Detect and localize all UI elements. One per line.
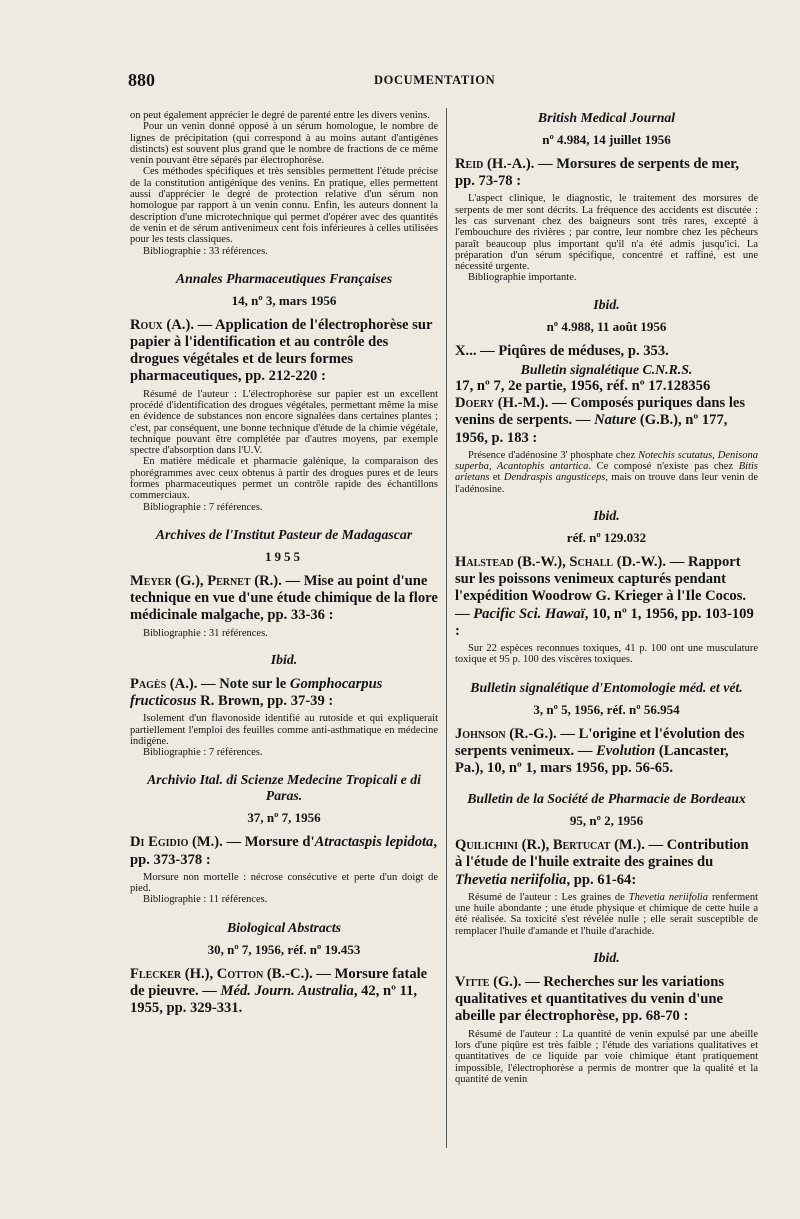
article-author: Johnson (R.-G.). [455,725,557,742]
journal-title: Annales Pharmaceutiques Françaises [175,270,393,286]
running-title: DOCUMENTATION [374,73,496,87]
journal-title: Bulletin de la Société de Pharmacie de Bordeaux [467,791,746,807]
ibid-heading: Ibid. [593,296,620,312]
journal-issue: nº 4.984, 14 juillet 1956 [542,132,671,147]
article-abstract: Morsure non mortelle : nécrose consécutive et perte d'un doigt de pied. [130,871,438,895]
journal-issue: 14, nº 3, mars 1956 [231,292,337,308]
article-author: Quilichini (R.), Bertucat (M.). [455,837,645,854]
journal-issue: réf. nº 129.032 [566,529,647,545]
article-author: Di Egidio (M.). [130,834,223,851]
abstract-text: et [489,472,504,484]
bibliography-note: Bibliographie : 7 références. [143,747,263,759]
column-divider [446,108,447,1148]
page-header [0,70,800,90]
article-title: (Lancaster, Pa.), 10, nº 1, mars 1956, pp. 56-65. [455,742,729,776]
bibliography-note: Bibliographie : 11 références. [143,894,268,906]
article-author: Reid (H.-A.). [455,156,535,172]
article-title: (G.B.), nº 177, 1956, p. 183 : [455,412,728,446]
article-title: — Mise au point d'une technique en vue d'une étude chimique de la flore médicinale malgache, pp. 33-36 : [130,572,438,624]
article-abstract: L'aspect clinique, le diagnostic, le traitement des morsures de serpents de mer sont décrits. La fréquence des accidents est discutée : les cas survenant chez des baigneurs sont très rares, excepté à l'embouchure des rivières ; par contre, leur nombre chez les pêcheurs paraît beaucoup plus important qu'il n'a été admis jusqu'ici. La préparation d'un sérum spécifique, concentré et raffiné, est une nécessité urgente. [455,193,758,273]
article-title: — Recherches sur les variations qualitatives et quantitatives du venin d'une abeille par électrophorèse, pp. 68-70 : [455,974,725,1025]
article-citation [130,966,438,1018]
article-author: Doery (H.-M.). [455,395,549,412]
article-citation [455,726,758,778]
article-abstract [455,450,758,495]
right-column [455,110,758,1085]
journal-issue: 37, nº 7, 1956 [247,810,321,826]
article-author: Meyer (G.), Pernet (R.). [130,572,282,589]
journal-issue: 17, nº 7, 2e partie, 1956, réf. nº 17.128356 [455,377,711,394]
journal-issue: 30, nº 7, 1956, réf. nº 19.453 [207,941,361,957]
journal-title: British Medical Journal [537,110,676,125]
article-abstract: En matière médicale et pharmacie galénique, la comparaison des phorégrammes avec ceux obtenus à partir des drogues pures et de leurs formes pharmaceutiques permet un contrôle rapide des échantillons commerciaux. [130,456,438,502]
article-citation [455,837,758,889]
species-name: Notechis scutatus, Denisona superba, Acantophis antartica [455,449,758,473]
article-title: — Morsures de serpents de mer, pp. 73-78 : [455,156,740,190]
article-title: — Composés puriques dans les venins de serpents. — [455,395,746,429]
article-author: Pagès (A.). [130,675,198,692]
bibliography-note: Bibliographie importante. [468,272,577,284]
abstract-text: . Ce composé n'existe pas chez [588,461,739,473]
ibid-heading: Ibid. [593,950,620,965]
journal-reference: Méd. Journ. Australia [220,982,354,999]
article-citation [130,573,438,625]
journal-title: Biological Abstracts [226,919,342,935]
article-title: — Application de l'électrophorèse sur papier à l'identification et au contrôle des drogues végétales et de leurs formes pharmaceutiques, pp. 212-220 : [130,316,433,385]
ibid-heading: Ibid. [593,507,620,523]
bibliography-note: Bibliographie : 7 références. [143,501,263,513]
article-citation [455,974,758,1026]
article-author: Halstead (B.-W.), Schall (D.-W.). [455,553,667,570]
journal-title: Bulletin signalétique d'Entomologie méd. et vét. [470,679,743,695]
article-title: — Morsure d' [222,834,315,851]
species-name: Bitis arietans [455,461,758,484]
article-abstract [455,892,758,937]
intro-paragraph: Ces méthodes spécifiques et très sensibles permettent l'étude précise de la constitution antigénique des venins. En pratique, elles permettent aussi d'apprécier le degré de protection relative d'un sérum non homologue par rapport à un venin connu. Enfin, les auteurs donnent la description d'une microtechnique qui permet d'opérer avec des quantités de venin et de sérum antivenimeux cent fois inférieures à celles utilisées pour les tests classiques. [130,166,438,246]
article-title: , 10, nº 1, 1956, pp. 103-109 : [455,605,754,639]
article-title: — L'origine et l'évolution des serpents venimeux. — [455,725,745,759]
journal-reference: Nature [594,412,637,429]
article-citation: X... — Piqûres de méduses, p. 353. [455,342,669,359]
abstract-text: Présence d'adénosine 3' phosphate chez [468,449,639,461]
article-title: , pp. 61-64: [566,871,637,888]
article-author: Roux (A.). [130,316,194,333]
article-title: R. Brown, pp. 37-39 : [196,693,334,710]
article-title: — Note sur le [197,675,290,692]
article-title: , 42, nº 11, 1955, pp. 329-331. [130,982,418,1017]
journal-issue: nº 4.988, 11 août 1956 [546,318,667,334]
journal-title: Archives de l'Institut Pasteur de Madagascar [155,526,413,542]
journal-title: Archivio Ital. di Scienze Medecine Tropicali e di Paras. [147,772,421,804]
abstract-text: renferment une huile abondante ; une étude physique et chimique de cette huile a été réalisée. Sa toxicité s'est révélée nulle ; elle serait susceptible de remplacer l'huile d'amande et l'huile d'arachide. [455,891,758,937]
journal-title: Bulletin signalétique C.N.R.S. [520,361,693,377]
journal-issue: 95, nº 2, 1956 [569,813,644,829]
article-abstract: Sur 22 espèces reconnues toxiques, 41 p. 100 ont une musculature toxique et 95 p. 100 des viscères toxiques. [455,643,758,666]
article-citation [130,834,438,868]
article-author: Flecker (H.), Cotton (B.-C.). [130,965,313,982]
article-abstract: Résumé de l'auteur : La quantité de venin expulsé par une abeille lors d'une piqûre est très faible ; l'étude des variations qualitatives et quantitatives de ce liquide par voie chimique étant pratiquement impossible, l'électrophorèse a permis de montrer que la qualité et la quantité de venin [455,1028,758,1085]
intro-paragraph: on peut également apprécier le degré de parenté entre les divers venins. [130,110,430,121]
article-title: — Morsure fatale de pieuvre. — [130,965,428,999]
bibliography-note: Bibliographie : 31 références. [143,627,268,639]
article-citation [455,554,758,640]
ibid-heading: Ibid. [270,651,298,667]
article-abstract: Isolement d'un flavonoside identifié au rutoside et qui expliquerait partiellement l'emploi des feuilles comme anti-asthmatique en médecine indigène. [130,713,438,747]
journal-issue: 1955 [265,548,303,564]
abstract-text: , mais on trouve dans leur venin de l'adénosine. [455,472,759,495]
article-title: , pp. 373-378 : [130,834,438,868]
abstract-text: Résumé de l'auteur : Les graines de [468,891,629,903]
intro-paragraph: Pour un venin donné opposé à un sérum homologue, le nombre de lignes de précipitation (qui correspond à au moins autant d'antigènes distincts) est souvent plus grand que le nombre de fractions de ce même venin pouvant être séparés par électrophorèse. [130,121,438,167]
species-name: Gomphocarpus fructicosus [130,675,383,710]
article-citation [455,395,758,447]
article-citation [455,156,758,190]
species-name: Thevetia neriifolia [628,891,708,903]
species-name: Atractaspis lepidota [314,834,434,851]
article-abstract: Résumé de l'auteur : L'électrophorèse sur papier est un excellent procédé d'identification des drogues végétales, permettant même la mise en évidence de substances non encore signalées dans certaines plantes ; c'est, par conséquent, une bonne technique d'étude de la chimie végétale, technique pouvant être complétée par d'autres moyens, par exemple spectre d'absorption dans l'U.V. [130,388,438,457]
left-column [130,110,438,1017]
journal-reference: Pacific Sci. Hawaï [473,605,585,622]
page-number: 880 [128,70,155,90]
article-citation [130,676,438,710]
article-author: Vitte (G.). [455,974,522,990]
species-name: Thevetia neriifolia [455,871,567,888]
species-name: Dendraspis angusticeps [503,472,606,484]
article-citation [130,317,438,386]
bibliography-note: Bibliographie : 33 références. [143,245,268,257]
journal-reference: Evolution [596,742,656,759]
journal-issue: 3, nº 5, 1956, réf. nº 56.954 [533,701,680,717]
article-title: — Contribution à l'étude de l'huile extraite des graines du [455,837,749,871]
article-title: — Rapport sur les poissons venimeux capturés pendant l'expédition Woodrow G. Krieger à l'Ile Cocos. — [455,553,747,622]
